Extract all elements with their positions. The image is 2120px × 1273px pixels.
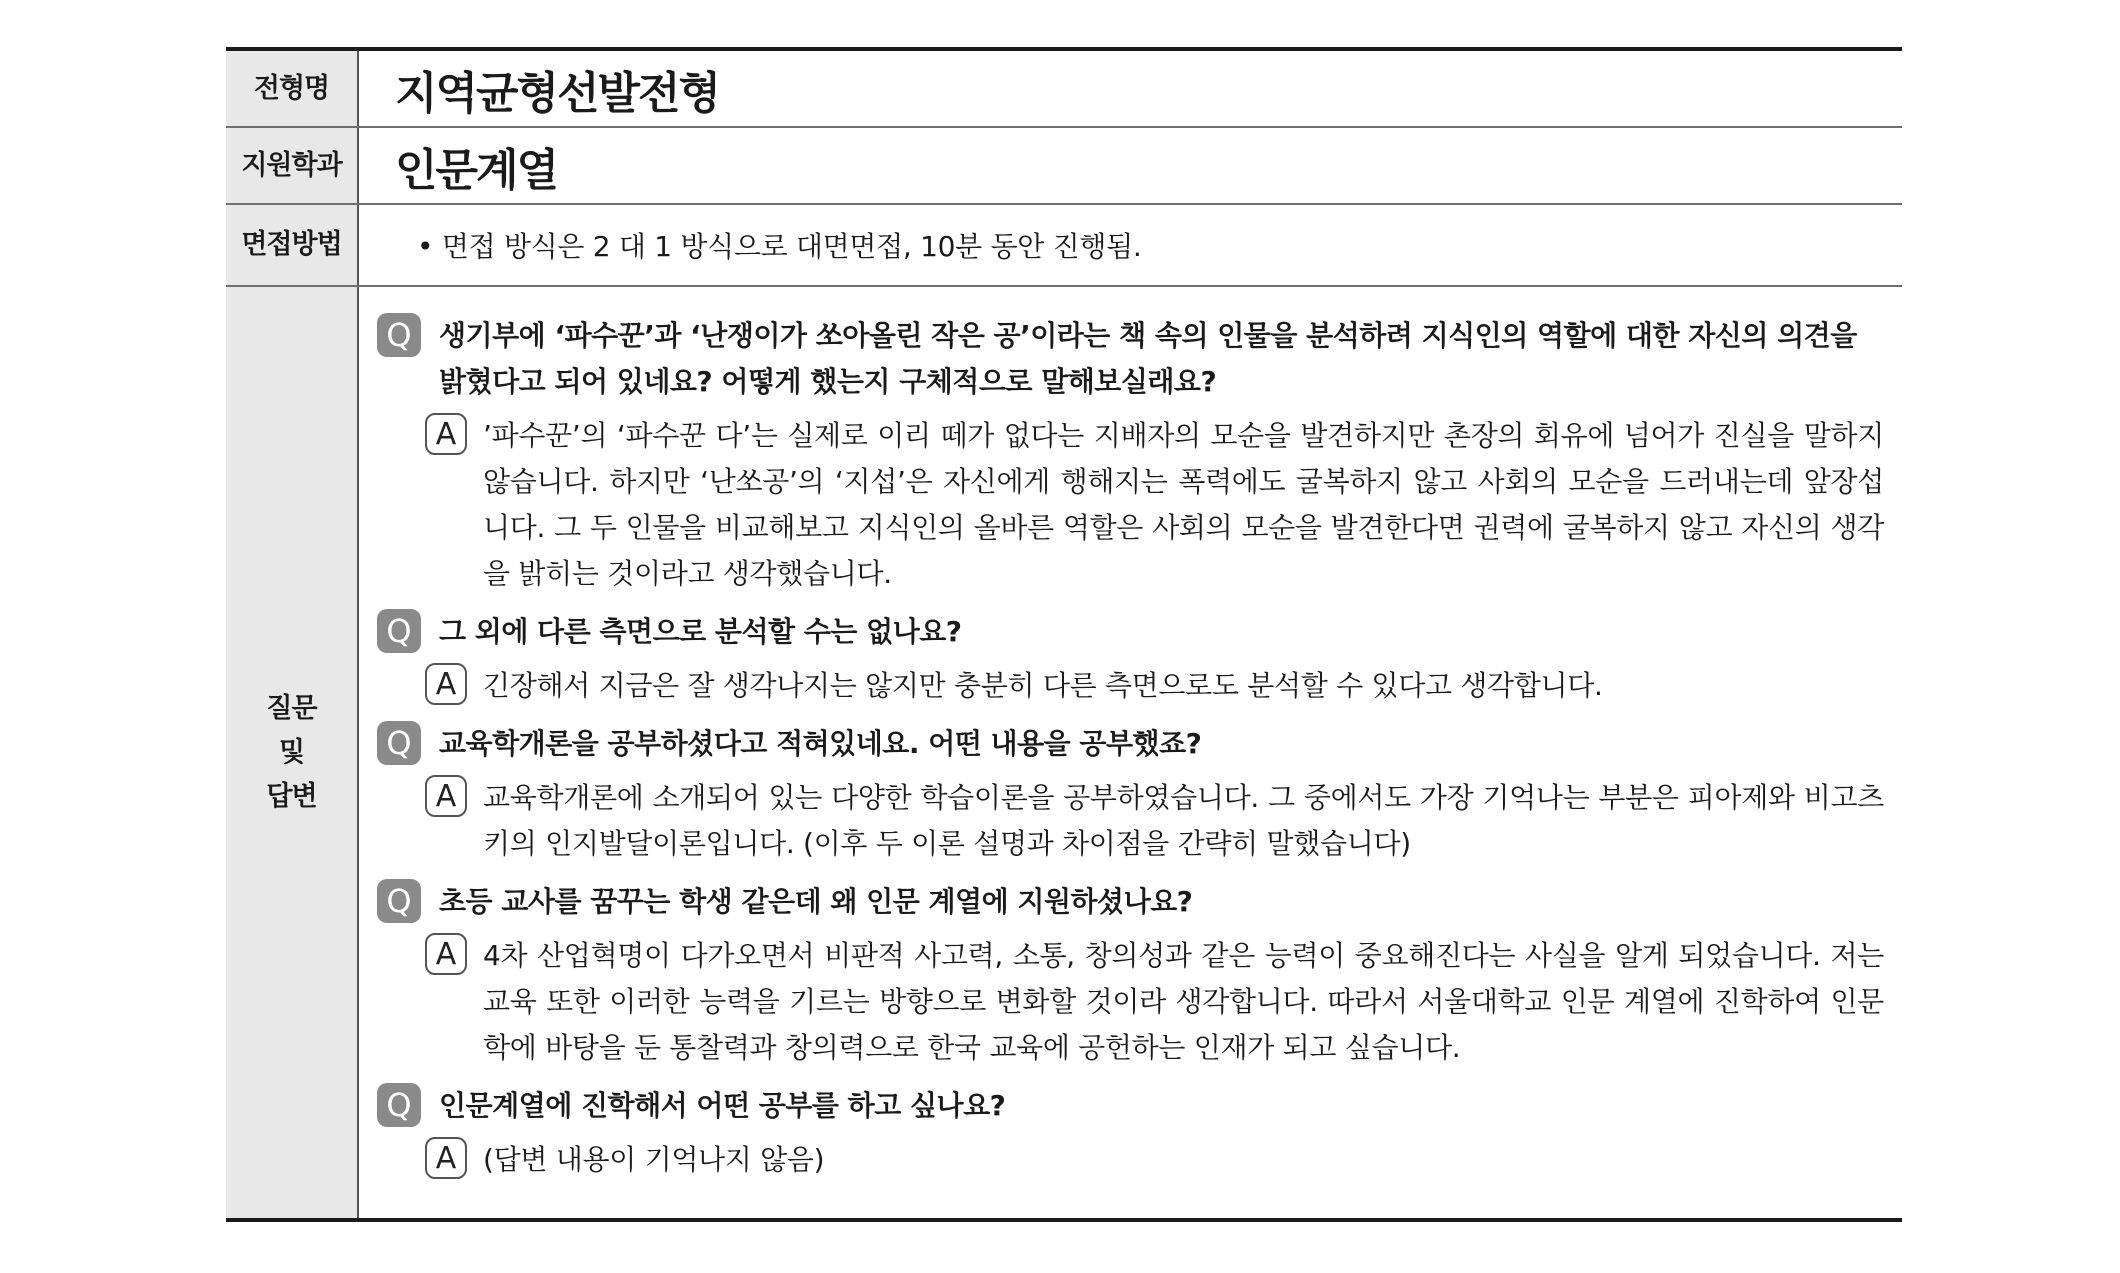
- department-label: 지원학과: [226, 128, 359, 203]
- row-admission-type: [226, 51, 1902, 126]
- answer-item: [425, 933, 1884, 1071]
- qa-label-line2: 및: [278, 736, 305, 768]
- answer-badge-icon: A: [425, 775, 467, 817]
- row-qa: [226, 285, 1902, 1218]
- row-interview-method: [226, 203, 1902, 285]
- answer-item: [425, 1137, 1884, 1183]
- admission-type-value: 지역균형선발전형: [395, 67, 720, 119]
- question-badge-icon: Q: [377, 879, 421, 923]
- question-item: [377, 313, 1884, 405]
- answer-text: 교육학개론에 소개되어 있는 다양한 학습이론을 공부하였습니다. 그 중에서도 가장 기억나는 부분은 피아제와 비고츠키의 인지발달이론입니다. (이후 두 이론 설명과 차이점을 간략히 말했습니다): [483, 781, 1884, 860]
- question-item: [377, 1083, 1884, 1129]
- question-badge-icon: Q: [377, 1083, 421, 1127]
- question-badge-icon: Q: [377, 313, 421, 357]
- answer-text: (답변 내용이 기억나지 않음): [483, 1143, 825, 1176]
- answer-badge-icon: A: [425, 933, 467, 975]
- department-value: 인문계열: [395, 144, 558, 196]
- question-item: [377, 879, 1884, 925]
- interview-table: [226, 47, 1902, 1222]
- interview-method-value: • 면접 방식은 2 대 1 방식으로 대면면접, 10분 동안 진행됨.: [417, 230, 1142, 263]
- admission-type-label: 전형명: [226, 51, 359, 126]
- question-text: 인문계열에 진학해서 어떤 공부를 하고 싶나요?: [439, 1089, 1006, 1122]
- answer-text: ’파수꾼’의 ‘파수꾼 다’는 실제로 이리 떼가 없다는 지배자의 모순을 발견하지만 촌장의 회유에 넘어가 진실을 말하지 않습니다. 하지만 ‘난쏘공’의 ‘지섭’은 자신에게 행해지는 폭력에도 굴복하지 않고 사회의 모순을 드러내는데 앞장섭니다. 그 두 인물을 비교해보고 지식인의 올바른 역할은 사회의 모순을 발견한다면 권력에 굴복하지 않고 자신의 생각을 밝히는 것이라고 생각했습니다.: [483, 419, 1884, 590]
- question-text: 초등 교사를 꿈꾸는 학생 같은데 왜 인문 계열에 지원하셨나요?: [439, 885, 1193, 918]
- answer-text: 4차 산업혁명이 다가오면서 비판적 사고력, 소통, 창의성과 같은 능력이 중요해진다는 사실을 알게 되었습니다. 저는 교육 또한 이러한 능력을 기르는 방향으로 변화할 것이라 생각합니다. 따라서 서울대학교 인문 계열에 진학하여 인문학에 바탕을 둔 통찰력과 창의력으로 한국 교육에 공헌하는 인재가 되고 싶습니다.: [483, 939, 1884, 1064]
- answer-badge-icon: A: [425, 663, 467, 705]
- qa-label: [226, 287, 359, 1218]
- qa-label-line3: 답변: [266, 780, 317, 812]
- answer-text: 긴장해서 지금은 잘 생각나지는 않지만 충분히 다른 측면으로도 분석할 수 있다고 생각합니다.: [483, 669, 1603, 702]
- question-text: 그 외에 다른 측면으로 분석할 수는 없나요?: [439, 615, 962, 648]
- question-item: [377, 721, 1884, 767]
- qa-label-line1: 질문: [266, 692, 317, 724]
- question-badge-icon: Q: [377, 609, 421, 653]
- qa-list: [359, 287, 1902, 1218]
- question-badge-icon: Q: [377, 721, 421, 765]
- row-department: [226, 126, 1902, 203]
- answer-badge-icon: A: [425, 413, 467, 455]
- question-text: 교육학개론을 공부하셨다고 적혀있네요. 어떤 내용을 공부했죠?: [439, 727, 1202, 760]
- answer-item: [425, 413, 1884, 597]
- answer-item: [425, 775, 1884, 867]
- question-text: 생기부에 ‘파수꾼’과 ‘난쟁이가 쏘아올린 작은 공’이라는 책 속의 인물을 분석하려 지식인의 역할에 대한 자신의 의견을 밝혔다고 되어 있네요? 어떻게 했는지 구체적으로 말해보실래요?: [439, 319, 1857, 398]
- question-item: [377, 609, 1884, 655]
- answer-badge-icon: A: [425, 1137, 467, 1179]
- interview-method-label: 면접방법: [226, 205, 359, 285]
- answer-item: [425, 663, 1884, 709]
